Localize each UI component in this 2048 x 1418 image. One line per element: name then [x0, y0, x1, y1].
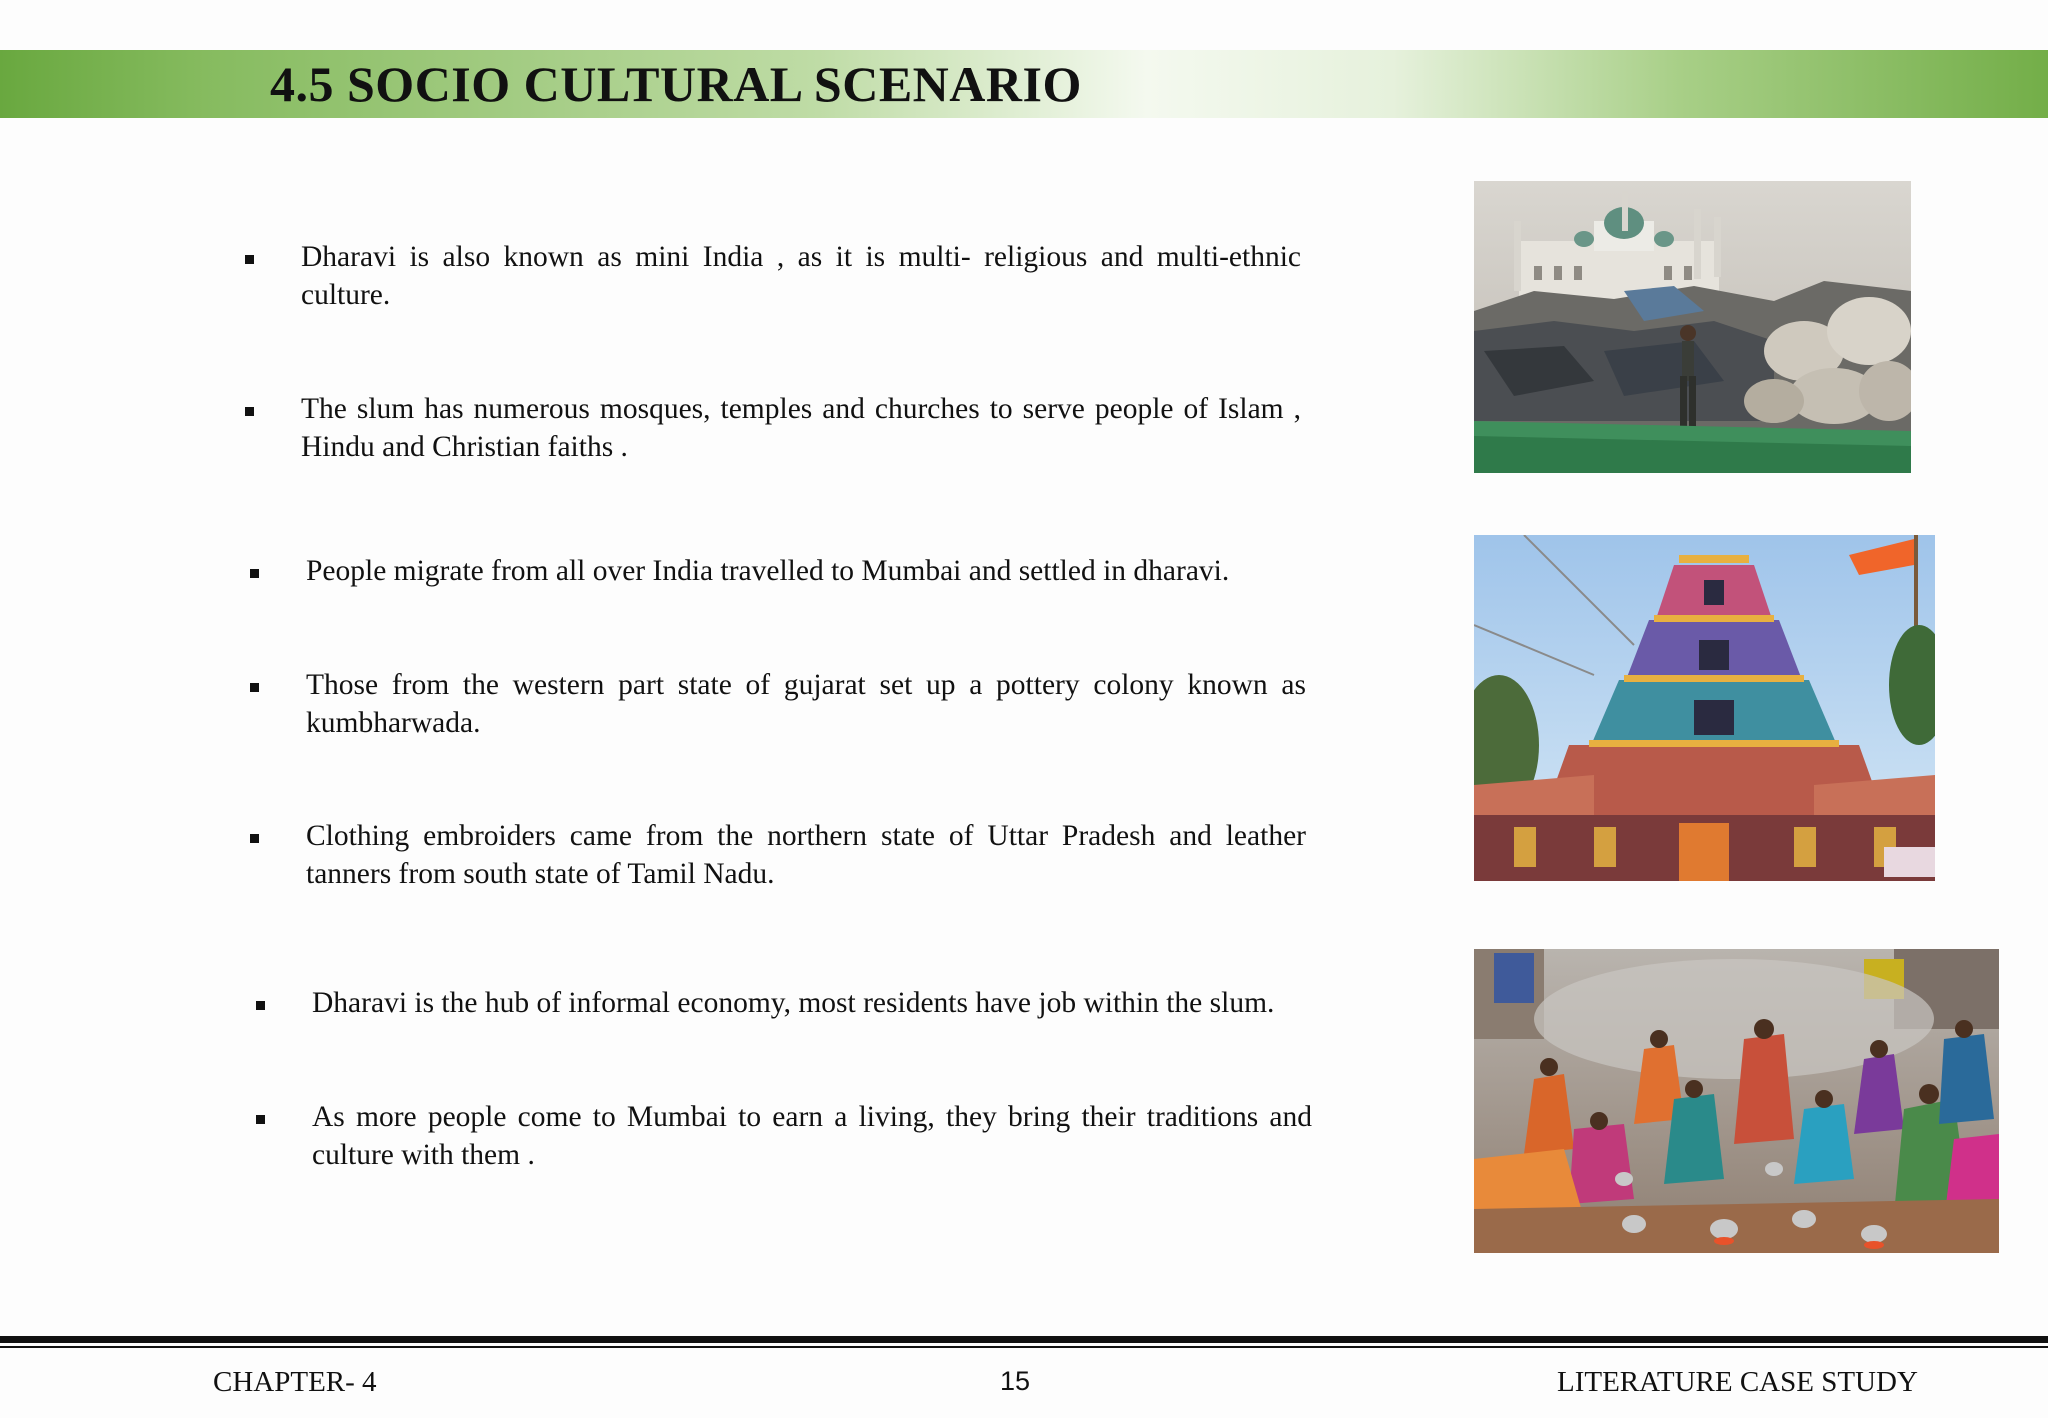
- slide-title: 4.5 SOCIO CULTURAL SCENARIO: [270, 56, 1082, 112]
- footer-divider: [0, 1336, 2048, 1343]
- temple-photo: [1474, 535, 1935, 881]
- temple-photo-illustration: [1474, 535, 1935, 881]
- footer-section: LITERATURE CASE STUDY: [1557, 1366, 1918, 1398]
- footer-divider-thin: [0, 1346, 2048, 1348]
- mosque-photo: [1474, 181, 1911, 473]
- bullet-square-icon: [245, 407, 254, 416]
- bullet-square-icon: [250, 683, 259, 692]
- street-festival-photo: [1474, 949, 1999, 1253]
- bullet-square-icon: [245, 255, 254, 264]
- footer-page-number: 15: [1000, 1366, 1031, 1396]
- bullet-text: Those from the western part state of gujarat set up a pottery colony known as kumbharwada.: [306, 669, 1306, 739]
- bullet-text: Clothing embroiders came from the northern state of Uttar Pradesh and leather tanners from south state of Tamil Nadu.: [306, 820, 1306, 890]
- bullet-text: Dharavi is also known as mini India , as it is multi- religious and multi-ethnic culture.: [301, 241, 1301, 311]
- bullet-text: People migrate from all over India travelled to Mumbai and settled in dharavi.: [306, 555, 1230, 587]
- bullet-text: As more people come to Mumbai to earn a living, they bring their traditions and culture with them .: [312, 1101, 1312, 1171]
- street-festival-photo-illustration: [1474, 949, 1999, 1253]
- bullet-square-icon: [256, 1115, 265, 1124]
- bullet-square-icon: [256, 1001, 265, 1010]
- bullet-text: The slum has numerous mosques, temples and churches to serve people of Islam , Hindu and Christian faiths .: [301, 393, 1301, 463]
- footer-chapter: CHAPTER- 4: [213, 1366, 377, 1398]
- bullet-text: Dharavi is the hub of informal economy, most residents have job within the slum.: [312, 987, 1275, 1019]
- bullet-square-icon: [250, 569, 259, 578]
- mosque-photo-illustration: [1474, 181, 1911, 473]
- bullet-square-icon: [250, 834, 259, 843]
